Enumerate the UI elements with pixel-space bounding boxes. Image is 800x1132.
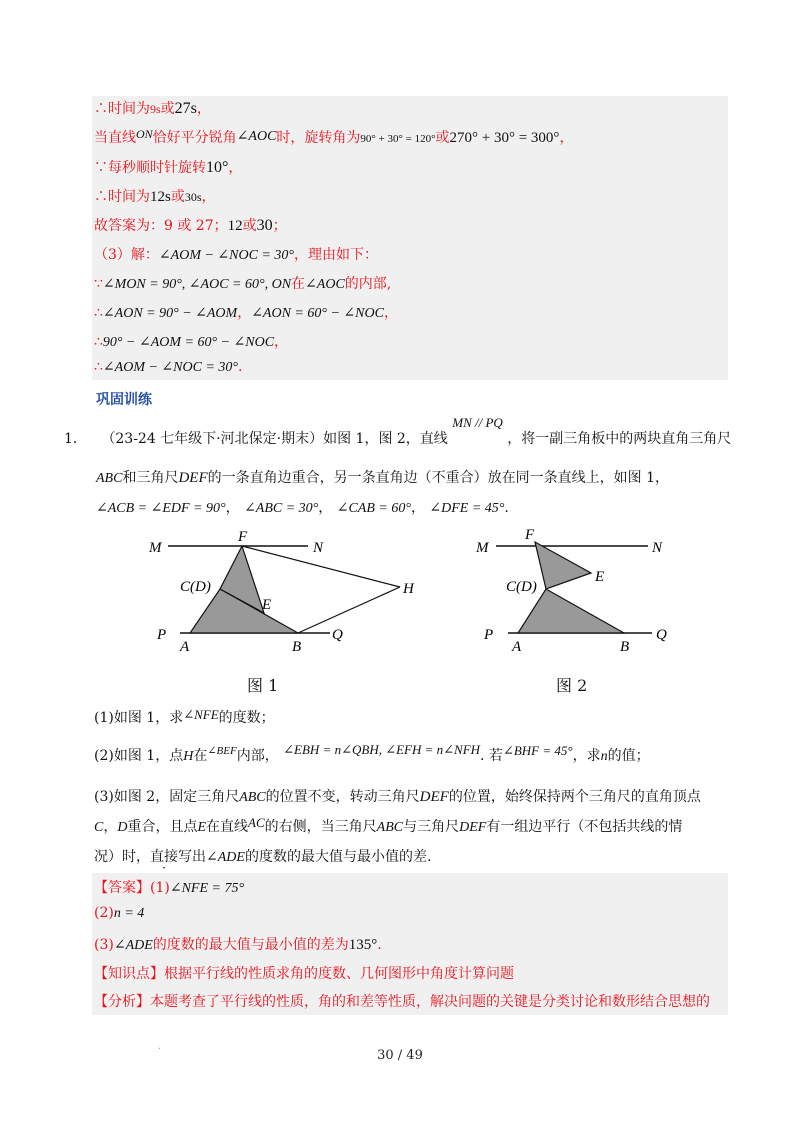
text: 写出	[178, 849, 206, 865]
text: ∴	[94, 359, 103, 375]
text: ，	[196, 101, 211, 117]
math: ∠NFE = 75°	[169, 881, 245, 896]
answer-line-2	[94, 905, 144, 922]
text: . 若	[480, 748, 503, 764]
text: ，理由如下：	[294, 247, 378, 263]
math: 27s	[174, 100, 197, 117]
subquestion-3-line-3	[94, 846, 431, 866]
knowledge-tag: 【知识点】	[94, 966, 164, 982]
text: ，	[274, 334, 289, 350]
text: 的度数；	[218, 710, 275, 726]
math: ∠MON = 90°, ∠AOC = 60°, ON	[102, 277, 292, 292]
text: 或	[435, 130, 450, 146]
text: 当直线	[94, 130, 136, 146]
text: (2)如图 1，点	[94, 748, 184, 764]
label-b: B	[292, 639, 302, 655]
text: 的度数的最大值与最小值的差为	[152, 937, 349, 953]
solution-line-3	[94, 157, 242, 177]
text: ∵每秒顺时针旋转	[94, 160, 206, 176]
text: ；	[272, 218, 287, 234]
segment-bh	[298, 587, 400, 633]
text: ，	[410, 500, 425, 516]
emphasis-text: 直接	[150, 849, 178, 865]
text: .	[504, 500, 509, 516]
math: ∠AOC	[305, 277, 345, 292]
text: ，	[559, 130, 574, 146]
text: 在	[291, 276, 306, 292]
math: ∠AOM − ∠NOC = 30°	[158, 248, 294, 263]
answer-analysis	[94, 991, 710, 1011]
text: ∴	[94, 334, 103, 350]
label-n: N	[652, 540, 663, 556]
text: ，	[383, 305, 398, 321]
label-b: B	[620, 639, 630, 655]
math: ∠BEF	[207, 745, 237, 757]
text: 或	[242, 218, 257, 234]
solution-line-4	[94, 186, 216, 206]
figure-1	[140, 525, 440, 665]
math: 90° + 30° = 120°	[360, 133, 436, 145]
text: ，将一副三角板中的两块直角三角尺	[507, 431, 732, 447]
math: ∠AON = 90° − ∠AOM	[102, 306, 238, 321]
text: 与三角尺	[403, 819, 460, 835]
label-e: E	[595, 569, 605, 585]
solution-line-1	[94, 98, 211, 118]
math: 135°	[348, 937, 378, 953]
text: 在直线	[206, 819, 249, 835]
math: ∠ACB = ∠EDF = 90°	[96, 501, 226, 516]
math: ∠CAB = 60°	[336, 501, 411, 516]
answer-line-1	[94, 877, 244, 897]
answer-box	[92, 873, 728, 1015]
label-h: H	[403, 581, 414, 597]
text: 有一组边平行（不包括共线的情	[486, 819, 683, 835]
text: ，	[318, 500, 333, 516]
math: ∠AOC	[236, 129, 277, 144]
solution-line-10	[94, 359, 242, 376]
math: ABC	[96, 471, 123, 486]
text: 的位置，始终保持两个三角尺的直角顶点	[448, 789, 701, 805]
math: 9s	[150, 102, 161, 116]
math: C	[94, 820, 104, 835]
text: 或	[160, 101, 175, 117]
text: ，求	[572, 748, 601, 764]
label-cd: C(D)	[180, 579, 211, 595]
text: 的内部,	[344, 276, 392, 292]
math: ∠EBH = n∠QBH, ∠EFH = n∠NFH	[283, 742, 481, 757]
math: ∠ADE	[113, 938, 153, 953]
text: ∵	[94, 276, 103, 292]
text: 的右侧，当三角尺	[264, 819, 377, 835]
math: n = 4	[113, 906, 145, 921]
question-line-2	[96, 467, 669, 487]
math: MN // PQ	[452, 415, 503, 430]
text: (3)如图 2，固定三角尺	[94, 789, 240, 805]
label-q: Q	[332, 627, 343, 643]
math: DEF	[178, 470, 208, 486]
section-title: 巩固训练	[96, 392, 152, 408]
math: 30s	[184, 190, 202, 204]
label-p: P	[157, 627, 167, 643]
text: ，	[228, 160, 243, 176]
text: 故答案为：9 或 27；	[94, 218, 228, 234]
label-p: P	[484, 627, 494, 643]
math: 12s	[150, 189, 171, 205]
math: 12	[227, 218, 243, 234]
page-number: 30 / 49	[377, 1048, 423, 1063]
text: ，	[201, 189, 216, 205]
solution-line-2	[94, 127, 573, 147]
triangle-abc	[518, 589, 624, 633]
math: 30	[256, 217, 273, 234]
answer-tag: 【答案】	[94, 880, 150, 896]
text: .	[377, 937, 382, 953]
text: 和三角尺	[122, 470, 179, 486]
subquestion-3-line-1	[94, 786, 701, 806]
math: n	[600, 749, 608, 764]
text: 重合，且点	[127, 819, 198, 835]
text: 在	[193, 748, 208, 764]
solution-line-7	[94, 273, 391, 293]
solution-line-9	[94, 331, 288, 351]
subquestion-2	[94, 742, 650, 765]
text: (1)如图 1，求	[94, 710, 184, 726]
subquestion-1	[94, 707, 275, 727]
math: E	[197, 820, 207, 835]
math: DEF	[419, 789, 449, 805]
label-a: A	[180, 639, 190, 655]
text: 根据平行线的性质求角的度数、几何图形中角度计算问题	[164, 966, 514, 982]
question-number: 1．	[64, 431, 87, 447]
math: ABC	[239, 790, 266, 805]
question-line-3	[96, 497, 509, 517]
figure-2-caption: 图 2	[556, 676, 588, 695]
text: 内部，	[236, 748, 279, 764]
text: 的度数的最大值与最小值的差.	[244, 849, 432, 865]
solution-line-6	[94, 244, 378, 264]
text: （3）解：	[94, 247, 159, 263]
label-q: Q	[656, 627, 667, 643]
triangle-def	[535, 542, 591, 589]
text: 时，旋转角为	[276, 130, 361, 146]
label-cd: C(D)	[506, 579, 537, 595]
math: D	[117, 820, 128, 835]
solution-line-5	[94, 215, 287, 235]
math: ∠DFE = 45°	[429, 501, 505, 516]
math: DEF	[459, 820, 487, 835]
answer-line-3	[94, 934, 382, 954]
subquestion-3-line-2	[94, 816, 682, 836]
math: 270° + 30° = 300°	[449, 130, 560, 146]
label-m: M	[476, 540, 489, 556]
math: ABC	[376, 820, 404, 835]
answer-knowledge	[94, 963, 514, 983]
math: AC	[248, 815, 265, 830]
text: 的值；	[607, 748, 650, 764]
math: ∠NFE	[183, 707, 219, 722]
text: (2)	[94, 905, 114, 921]
text: 况）时，	[94, 849, 150, 865]
text: 恰好平分锐角	[152, 130, 237, 146]
question-line-1	[64, 415, 732, 448]
text: 或	[170, 189, 185, 205]
text: （23-24 七年级下·河北保定·期末）如图 1，图 2，直线	[101, 431, 448, 447]
label-f: F	[238, 529, 248, 545]
label-m: M	[149, 540, 162, 556]
solution-box-previous	[92, 96, 728, 380]
text: 的位置不变，转动三角尺	[265, 789, 420, 805]
text: ∴时间为	[94, 189, 150, 205]
math: ∠BHF = 45°	[502, 743, 573, 758]
text: ，	[225, 500, 240, 516]
analysis-tag: 【分析】	[94, 994, 150, 1010]
text: ，	[237, 305, 252, 321]
text: ∴	[94, 305, 103, 321]
math: ∠ADE	[206, 850, 245, 865]
text: (3)	[94, 937, 114, 953]
label-e: E	[262, 597, 272, 613]
figure-1-caption: 图 1	[247, 676, 279, 695]
text: ∴时间为	[94, 101, 150, 117]
math: 10°	[206, 159, 229, 176]
math: ON	[136, 127, 153, 141]
text: ，	[103, 819, 118, 835]
text: 的一条直角边重合，另一条直角边（不重合）放在同一条直线上，如图 1，	[207, 470, 669, 486]
text: 本题考查了平行线的性质，角的和差等性质，解决问题的关键是分类讨论和数形结合思想的	[150, 994, 710, 1010]
math: ∠ABC = 30°	[244, 501, 319, 516]
math: ∠AOM − ∠NOC = 30°	[102, 360, 238, 375]
footer-mark: .	[158, 1041, 162, 1052]
label-n: N	[313, 540, 324, 556]
solution-line-8	[94, 302, 398, 322]
math: ∠AON = 60° − ∠NOC	[251, 306, 384, 321]
text: .	[238, 359, 243, 375]
label-a: A	[512, 639, 522, 655]
text: (1)	[150, 880, 170, 896]
math: H	[183, 749, 194, 764]
figure-2	[462, 525, 692, 665]
label-f: F	[525, 527, 535, 543]
math: 90° − ∠AOM = 60° − ∠NOC	[102, 335, 275, 350]
